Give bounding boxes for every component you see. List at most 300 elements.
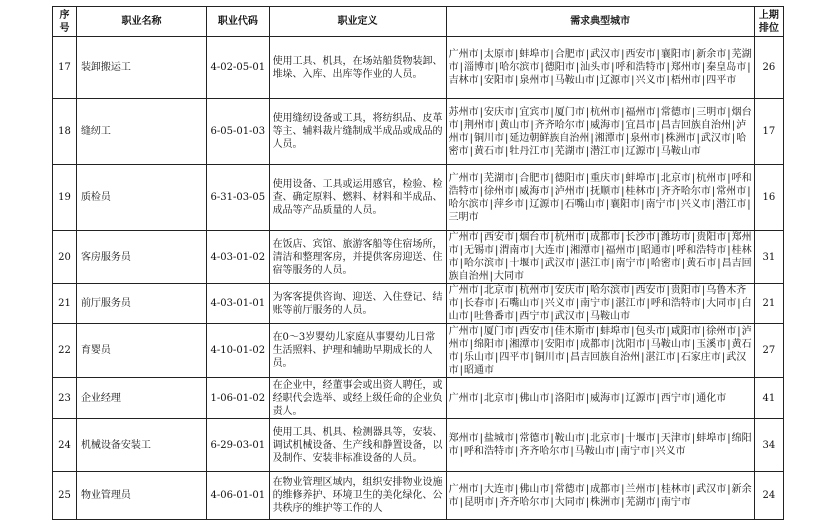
- city-name: 杭州市: [696, 172, 727, 184]
- city-separator: |: [605, 198, 610, 210]
- city-separator: |: [691, 172, 696, 184]
- previous-rank: 34: [754, 419, 783, 472]
- city-name: 哈尔滨市: [499, 62, 540, 73]
- city-name: 常德市: [660, 106, 691, 118]
- header-occupation-name: 职业名称: [76, 7, 206, 37]
- city-separator: |: [479, 392, 483, 404]
- city-name: 黄石市: [473, 145, 504, 157]
- city-name: 常德市: [519, 433, 550, 444]
- city-name: 苏州市: [448, 106, 479, 118]
- city-name: 广州市: [448, 49, 479, 60]
- city-name: 齐齐哈尔市: [660, 185, 711, 197]
- city-name: 包头市: [635, 325, 666, 337]
- city-name: 福州市: [625, 106, 656, 118]
- city-name: 宜昌市: [625, 119, 656, 131]
- city-name: 佛山市: [519, 483, 550, 495]
- city-separator: |: [615, 446, 620, 457]
- city-name: 湛江市: [615, 298, 646, 309]
- city-separator: |: [550, 433, 554, 444]
- city-name: 湘潭市: [570, 245, 601, 256]
- city-name: 西宁市: [519, 311, 550, 322]
- city-name: 十堰市: [625, 433, 656, 444]
- city-name: 蚌埠市: [625, 172, 656, 184]
- occupation-name: 质检员: [76, 165, 206, 231]
- city-name: 德阳市: [544, 62, 575, 73]
- city-name: 石嘴山市: [564, 198, 605, 210]
- city-name: 郑州市: [448, 433, 479, 444]
- city-separator: |: [621, 392, 625, 404]
- city-name: 西安市: [519, 325, 550, 337]
- typical-cities: [446, 419, 754, 472]
- typical-cities: [446, 99, 754, 165]
- city-separator: |: [727, 433, 731, 444]
- city-name: 西安市: [635, 285, 666, 296]
- city-name: 芜湖市: [448, 49, 752, 73]
- city-name: 呼和浩特市: [463, 446, 514, 457]
- city-name: 石嘴山市: [499, 298, 540, 309]
- previous-rank: 24: [754, 472, 783, 520]
- city-separator: |: [691, 392, 696, 404]
- city-name: 昌吉回族自治州: [448, 258, 752, 282]
- table-row: [53, 284, 784, 324]
- city-separator: |: [459, 298, 463, 309]
- city-name: 德阳市: [554, 172, 585, 184]
- city-separator: |: [691, 433, 696, 444]
- city-name: 十堰市: [509, 258, 540, 269]
- header-previous-rank: 上期排位: [754, 7, 783, 37]
- city-separator: |: [550, 75, 554, 86]
- city-separator: |: [514, 172, 519, 184]
- city-separator: |: [585, 172, 590, 184]
- city-separator: |: [459, 496, 463, 508]
- city-separator: |: [585, 496, 590, 508]
- city-name: 马鞍山市: [650, 338, 691, 350]
- city-separator: |: [621, 49, 625, 60]
- city-separator: |: [575, 258, 580, 269]
- city-name: 贵阳市: [696, 232, 727, 243]
- city-separator: |: [721, 351, 726, 363]
- city-separator: |: [530, 119, 534, 131]
- city-name: 淄博市: [463, 62, 494, 73]
- city-name: 徐州市: [706, 325, 737, 337]
- city-name: 哈密市: [650, 258, 681, 269]
- city-name: 绵阳市: [448, 433, 752, 457]
- city-separator: |: [747, 62, 751, 73]
- city-name: 新余市: [448, 483, 752, 508]
- occupation-name: 企业经理: [76, 378, 206, 419]
- city-separator: |: [621, 119, 625, 131]
- city-separator: |: [636, 245, 640, 256]
- city-name: 杭州市: [519, 285, 550, 296]
- city-name: 桂林市: [448, 245, 752, 269]
- city-name: 长春市: [463, 298, 494, 309]
- city-separator: |: [641, 351, 645, 363]
- city-separator: |: [459, 119, 463, 131]
- city-name: 萍乡市: [493, 198, 524, 210]
- city-name: 襄阳市: [610, 198, 641, 210]
- city-name: 南宁市: [580, 298, 611, 309]
- city-separator: |: [514, 106, 519, 118]
- city-name: 福州市: [605, 245, 636, 256]
- city-name: 厦门市: [554, 106, 585, 118]
- city-separator: |: [565, 351, 570, 363]
- occupation-code: 4-10-01-02: [207, 324, 269, 378]
- city-separator: |: [550, 49, 554, 60]
- table-header-row: [53, 7, 784, 37]
- occupation-definition: 使用工具、机具、检测器具等，安装、调试机械设备、生产线和静置设备，以及制作、安装非标准设备的人员。: [269, 419, 446, 472]
- city-separator: |: [575, 298, 580, 309]
- city-separator: |: [560, 198, 564, 210]
- city-separator: |: [666, 62, 670, 73]
- city-name: 石家庄市: [680, 351, 721, 363]
- city-name: 成都市: [590, 483, 621, 495]
- city-name: 武汉市: [448, 351, 747, 376]
- city-separator: |: [540, 62, 544, 73]
- city-separator: |: [469, 145, 473, 157]
- city-separator: |: [459, 62, 463, 73]
- occupation-name: 客房服务员: [76, 231, 206, 284]
- city-separator: |: [570, 446, 574, 457]
- city-separator: |: [479, 185, 483, 197]
- city-name: 哈尔滨市: [463, 258, 504, 269]
- city-name: 无锡市: [463, 245, 494, 256]
- city-name: 西安市: [483, 232, 514, 243]
- row-number: 20: [53, 231, 77, 284]
- city-separator: |: [656, 483, 660, 495]
- city-separator: |: [656, 232, 660, 243]
- city-separator: |: [611, 258, 615, 269]
- city-separator: |: [514, 311, 519, 322]
- occupation-definition: 在0～3岁婴幼儿家庭从事婴幼儿日常生活照料、护理和辅助早期成长的人员。: [269, 324, 446, 378]
- city-name: 广州市: [448, 285, 479, 296]
- city-separator: |: [651, 446, 655, 457]
- city-name: 南宁市: [660, 496, 691, 508]
- city-name: 泸州市: [554, 185, 585, 197]
- city-name: 白山市: [448, 298, 752, 322]
- city-separator: |: [621, 483, 625, 495]
- city-separator: |: [646, 298, 650, 309]
- city-name: 安庆市: [554, 285, 585, 296]
- city-separator: |: [479, 433, 483, 444]
- city-name: 哈尔滨市: [590, 285, 631, 296]
- city-name: 秦皇岛市: [706, 62, 747, 73]
- city-name: 威海市: [590, 392, 621, 404]
- city-name: 烟台市: [448, 106, 752, 131]
- city-separator: |: [737, 298, 741, 309]
- city-separator: |: [479, 106, 483, 118]
- city-separator: |: [550, 496, 554, 508]
- city-name: 株洲市: [590, 496, 621, 508]
- city-separator: |: [656, 119, 660, 131]
- city-name: 昌吉回族自治州: [660, 119, 731, 131]
- city-separator: |: [656, 433, 660, 444]
- city-separator: |: [524, 198, 529, 210]
- header-occupation-code: 职业代码: [207, 7, 269, 37]
- city-name: 武汉市: [700, 132, 731, 144]
- city-name: 辽源市: [625, 392, 656, 404]
- city-name: 沈阳市: [615, 338, 646, 350]
- city-name: 四平市: [499, 351, 530, 363]
- city-separator: |: [514, 285, 519, 296]
- city-name: 潜江市: [590, 145, 621, 157]
- city-name: 呼和浩特市: [650, 298, 701, 309]
- occupation-name: 装卸搬运工: [76, 37, 206, 99]
- city-separator: |: [731, 132, 736, 144]
- city-separator: |: [504, 338, 509, 350]
- city-name: 洛阳市: [554, 392, 585, 404]
- city-separator: |: [479, 325, 483, 337]
- occupation-definition: 使用设备、工具或运用感官，检验、检查、确定原料、燃料、材料和半成品、成品等产品质量的人员。: [269, 165, 446, 231]
- city-separator: |: [494, 298, 499, 309]
- city-separator: |: [550, 392, 554, 404]
- city-separator: |: [727, 338, 731, 350]
- previous-rank: 16: [754, 165, 783, 231]
- city-separator: |: [646, 258, 650, 269]
- city-name: 马鞍山市: [660, 145, 701, 157]
- city-separator: |: [585, 119, 590, 131]
- city-separator: |: [656, 49, 660, 60]
- city-separator: |: [666, 75, 670, 86]
- city-separator: |: [585, 145, 590, 157]
- city-name: 杭州市: [590, 106, 621, 118]
- header-no: 序号: [53, 7, 77, 37]
- row-number: 18: [53, 99, 77, 165]
- city-separator: |: [575, 62, 580, 73]
- city-name: 佳木斯市: [554, 325, 595, 337]
- city-separator: |: [621, 496, 625, 508]
- city-name: 哈尔滨市: [448, 198, 489, 210]
- city-name: 牡丹江市: [509, 145, 550, 157]
- city-name: 武汉市: [554, 311, 585, 322]
- city-name: 梧州市: [670, 75, 701, 86]
- city-separator: |: [585, 185, 590, 197]
- city-separator: |: [595, 325, 600, 337]
- city-name: 合肥市: [554, 49, 585, 60]
- previous-rank: 41: [754, 378, 783, 419]
- city-separator: |: [601, 245, 605, 256]
- city-name: 大同市: [706, 298, 737, 309]
- city-separator: |: [540, 338, 544, 350]
- city-separator: |: [585, 483, 590, 495]
- city-name: 太原市: [483, 49, 514, 60]
- city-name: 芜湖市: [554, 145, 585, 157]
- city-separator: |: [550, 232, 554, 243]
- city-name: 大连市: [534, 245, 565, 256]
- occupation-code: 4-03-01-01: [207, 284, 269, 324]
- city-name: 呼和浩特市: [448, 172, 752, 197]
- city-name: 大连市: [483, 483, 514, 495]
- city-name: 哈密市: [448, 132, 747, 157]
- previous-rank: 17: [754, 99, 783, 165]
- city-name: 广州市: [448, 483, 479, 495]
- city-name: 乌鲁木齐市: [448, 285, 747, 309]
- city-separator: |: [691, 483, 696, 495]
- city-name: 兴义市: [655, 446, 686, 457]
- city-name: 蚌埠市: [696, 433, 727, 444]
- city-separator: |: [691, 106, 696, 118]
- city-separator: |: [711, 185, 716, 197]
- city-name: 徐州市: [483, 185, 514, 197]
- city-separator: |: [631, 75, 635, 86]
- city-separator: |: [656, 106, 660, 118]
- city-separator: |: [514, 392, 519, 404]
- header-occupation-definition: 职业定义: [269, 7, 446, 37]
- city-name: 四平市: [706, 75, 737, 86]
- city-separator: |: [621, 145, 625, 157]
- occupation-code: 4-02-05-01: [207, 37, 269, 99]
- table-row: [53, 324, 784, 378]
- city-separator: |: [514, 483, 519, 495]
- city-name: 贵阳市: [670, 285, 701, 296]
- city-separator: |: [676, 198, 680, 210]
- city-name: 广州市: [448, 325, 479, 337]
- city-name: 汕头市: [580, 62, 611, 73]
- table-row: [53, 231, 784, 284]
- city-name: 广州市: [448, 172, 479, 184]
- city-separator: |: [701, 75, 706, 86]
- city-name: 昭通市: [640, 245, 671, 256]
- city-separator: |: [621, 433, 625, 444]
- city-name: 湛江市: [645, 351, 676, 363]
- city-separator: |: [747, 198, 751, 210]
- previous-rank: 31: [754, 231, 783, 284]
- city-name: 大同市: [554, 496, 585, 508]
- city-name: 湘潭市: [594, 132, 625, 144]
- city-separator: |: [666, 285, 670, 296]
- city-name: 蚌埠市: [519, 49, 550, 60]
- city-separator: |: [701, 325, 706, 337]
- typical-cities: [446, 472, 754, 520]
- city-separator: |: [459, 258, 463, 269]
- city-separator: |: [611, 298, 615, 309]
- table-row: [53, 378, 784, 419]
- city-separator: |: [691, 49, 696, 60]
- city-name: 南宁市: [645, 198, 676, 210]
- city-name: 大同市: [493, 271, 524, 282]
- city-separator: |: [727, 172, 731, 184]
- city-separator: |: [656, 145, 660, 157]
- occupation-name: 缝纫工: [76, 99, 206, 165]
- city-separator: |: [625, 132, 630, 144]
- previous-rank: 21: [754, 284, 783, 324]
- city-separator: |: [514, 433, 519, 444]
- city-name: 常州市: [716, 185, 747, 197]
- city-separator: |: [540, 258, 544, 269]
- typical-cities: [446, 324, 754, 378]
- city-name: 吉林市: [448, 75, 479, 86]
- city-separator: |: [656, 172, 660, 184]
- city-name: 芜湖市: [483, 172, 514, 184]
- city-name: 昭通市: [463, 364, 494, 376]
- city-name: 兰州市: [625, 483, 656, 495]
- city-separator: |: [550, 145, 554, 157]
- city-name: 泉州市: [519, 75, 550, 86]
- city-name: 抚顺市: [590, 185, 621, 197]
- city-name: 桂林市: [660, 483, 691, 495]
- city-separator: |: [691, 232, 696, 243]
- city-separator: |: [550, 325, 554, 337]
- city-separator: |: [479, 232, 483, 243]
- city-name: 威海市: [590, 119, 621, 131]
- city-separator: |: [696, 132, 700, 144]
- occupation-name: 机械设备安装工: [76, 419, 206, 472]
- city-separator: |: [631, 325, 635, 337]
- city-name: 佛山市: [519, 392, 550, 404]
- city-separator: |: [504, 145, 509, 157]
- city-separator: |: [727, 245, 731, 256]
- city-separator: |: [585, 232, 590, 243]
- typical-cities: [446, 165, 754, 231]
- typical-cities: [446, 284, 754, 324]
- city-name: 宜宾市: [519, 106, 550, 118]
- city-separator: |: [661, 132, 665, 144]
- city-name: 株洲市: [665, 132, 696, 144]
- city-name: 成都市: [590, 232, 621, 243]
- city-name: 湘潭市: [509, 338, 540, 350]
- city-name: 泸州市: [448, 119, 747, 144]
- city-separator: |: [479, 75, 483, 86]
- city-separator: |: [727, 232, 731, 243]
- city-name: 安阳市: [483, 75, 514, 86]
- row-number: 17: [53, 37, 77, 99]
- city-name: 北京市: [483, 392, 514, 404]
- city-name: 兴义市: [635, 75, 666, 86]
- city-name: 泉州市: [630, 132, 661, 144]
- city-separator: |: [494, 62, 499, 73]
- city-name: 西宁市: [660, 392, 691, 404]
- city-separator: |: [656, 496, 660, 508]
- header-typical-cities: 需求典型城市: [446, 7, 754, 37]
- occupation-definition: 使用工具、机具，在场站船货物装卸、堆垛、入库、出库等作业的人员。: [269, 37, 446, 99]
- city-separator: |: [585, 106, 590, 118]
- city-separator: |: [514, 325, 519, 337]
- city-name: 西安市: [625, 49, 656, 60]
- city-separator: |: [550, 483, 554, 495]
- occupation-name: 前厅服务员: [76, 284, 206, 324]
- city-name: 黄石市: [686, 258, 717, 269]
- city-name: 厦门市: [483, 325, 514, 337]
- city-name: 威海市: [519, 185, 550, 197]
- city-name: 广州市: [448, 232, 479, 243]
- typical-cities: [446, 231, 754, 284]
- city-name: 辽源市: [529, 198, 560, 210]
- city-separator: |: [717, 258, 721, 269]
- city-name: 兴义市: [680, 198, 711, 210]
- city-name: 马鞍山市: [554, 75, 595, 86]
- occupation-code: 6-31-03-05: [207, 165, 269, 231]
- city-separator: |: [727, 106, 731, 118]
- city-separator: |: [701, 285, 706, 296]
- city-separator: |: [590, 132, 594, 144]
- city-name: 呼和浩特市: [676, 245, 727, 256]
- city-separator: |: [565, 245, 570, 256]
- city-separator: |: [550, 185, 554, 197]
- city-separator: |: [469, 338, 473, 350]
- occupation-code: 1-06-01-02: [207, 378, 269, 419]
- city-separator: |: [494, 245, 499, 256]
- city-separator: |: [621, 185, 625, 197]
- city-separator: |: [727, 49, 731, 60]
- city-name: 武汉市: [590, 49, 621, 60]
- city-name: 铜川市: [473, 132, 504, 144]
- table-row: [53, 472, 784, 520]
- occupation-name: 育婴员: [76, 324, 206, 378]
- city-separator: |: [747, 185, 751, 197]
- city-separator: |: [585, 311, 590, 322]
- city-separator: |: [585, 49, 590, 60]
- city-name: 南宁市: [615, 258, 646, 269]
- city-name: 辽源市: [625, 145, 656, 157]
